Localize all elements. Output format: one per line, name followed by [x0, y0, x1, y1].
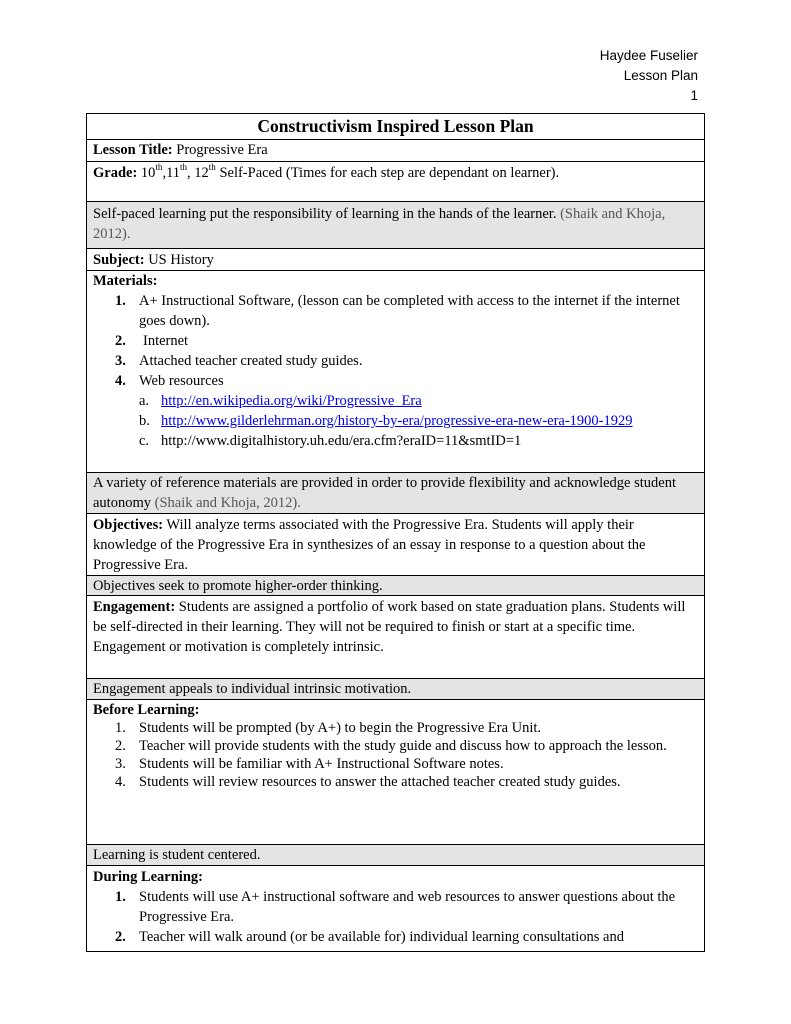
objectives-text: Will analyze terms associated with the Progressive Era. Students will apply their knowledge of the Progressive Era in synthesizes of an essay in response to a question about the Progressive Era.: [93, 517, 646, 573]
note-self-paced-text: Self-paced learning put the responsibility of learning in the hands of the learner.: [93, 206, 561, 222]
before-learning-label: Before Learning:: [93, 702, 200, 718]
resource-letter: b.: [139, 413, 150, 429]
note-objectives: [87, 576, 704, 596]
list-number: 2.: [115, 333, 126, 349]
materials-label: Materials:: [93, 273, 158, 289]
note-reference-citation: (Shaik and Khoja, 2012).: [154, 495, 301, 511]
list-number: 3.: [115, 756, 126, 772]
list-text: A+ Instructional Software, (lesson can be completed with access to the internet if the internet goes down).: [139, 293, 680, 329]
note-self-paced-citation: (Shaik and Khoja, 2012).: [93, 206, 666, 242]
list-text: Students will be familiar with A+ Instructional Software notes.: [139, 756, 504, 772]
note-reference-text: A variety of reference materials are provided in order to provide flexibility and acknowledge student autonomy: [93, 475, 677, 511]
objectives-row: [87, 514, 704, 576]
subject-materials-cell: [87, 249, 704, 473]
grade-11-suffix: th: [180, 162, 188, 173]
subject-value: US History: [148, 252, 214, 268]
list-item: [93, 737, 698, 755]
engagement-row: [87, 596, 704, 679]
lesson-title-value: Progressive Era: [176, 142, 268, 158]
before-learning-list: [93, 719, 698, 791]
resource-item: [93, 431, 698, 451]
list-text: Teacher will provide students with the study guide and discuss how to approach the lesson.: [139, 738, 667, 754]
grade-12-suffix: th: [208, 162, 216, 173]
list-number: 1.: [115, 720, 126, 736]
list-item: [93, 927, 698, 947]
gilderlehrman-link[interactable]: http://www.gilderlehrman.org/history-by-era/progressive-era-new-era-1900-1929: [161, 413, 633, 429]
document-label: Lesson Plan: [623, 68, 698, 83]
engagement-label: Engagement:: [93, 599, 176, 615]
list-number: 1.: [115, 293, 126, 309]
list-number: 4.: [115, 373, 126, 389]
lesson-plan-table: [86, 113, 705, 952]
web-resources-list: [93, 391, 698, 451]
materials-block: [87, 270, 704, 451]
subject-line: [93, 250, 698, 270]
during-learning-list: [93, 887, 698, 947]
list-item: [93, 719, 698, 737]
lesson-title-label: Lesson Title:: [93, 142, 173, 158]
list-text: Internet: [143, 333, 189, 349]
list-text: Students will be prompted (by A+) to begin the Progressive Era Unit.: [139, 720, 542, 736]
resource-letter: a.: [139, 393, 150, 409]
list-item: [93, 331, 698, 351]
list-text: Attached teacher created study guides.: [139, 353, 363, 369]
list-item: [93, 291, 698, 331]
list-item: [93, 773, 698, 791]
list-number: 1.: [115, 889, 126, 905]
during-learning-label: During Learning:: [93, 869, 203, 885]
digitalhistory-url: http://www.digitalhistory.uh.edu/era.cfm?eraID=11&smtID=1: [161, 433, 522, 449]
grade-row: [87, 162, 704, 202]
list-text: Teacher will walk around (or be available for) individual learning consultations and: [139, 929, 624, 945]
grade-label: Grade:: [93, 165, 138, 181]
list-item: [93, 351, 698, 371]
note-self-paced: [87, 202, 704, 249]
list-number: 2.: [115, 738, 126, 754]
materials-list: [93, 291, 698, 391]
resource-letter: c.: [139, 433, 150, 449]
engagement-text: Students are assigned a portfolio of work based on state graduation plans. Students will be self-directed in their learning. They will not be required to finish or start at a specific time. Engagement or motivation is completely intrinsic.: [93, 599, 686, 655]
grade-10: 10: [140, 165, 156, 181]
page-number: 1: [690, 88, 698, 103]
resource-item: [93, 411, 698, 431]
lesson-title-row: [87, 140, 704, 162]
list-number: 3.: [115, 353, 126, 369]
note-engagement-text: Engagement appeals to individual intrinsic motivation.: [93, 681, 412, 697]
list-text: Web resources: [139, 373, 224, 389]
before-learning-row: [87, 700, 704, 845]
objectives-label: Objectives:: [93, 517, 164, 533]
list-number: 2.: [115, 929, 126, 945]
plan-title: Constructivism Inspired Lesson Plan: [257, 116, 534, 136]
subject-label: Subject:: [93, 252, 145, 268]
list-item: [93, 755, 698, 773]
list-item: [93, 371, 698, 391]
list-text: Students will review resources to answer the attached teacher created study guides.: [139, 774, 621, 790]
wikipedia-link[interactable]: http://en.wikipedia.org/wiki/Progressive_Era: [161, 393, 422, 409]
grade-description: Self-Paced (Times for each step are dependant on learner).: [215, 165, 560, 181]
page-header: [600, 46, 698, 106]
note-student-centered-text: Learning is student centered.: [93, 847, 261, 863]
resource-item: [93, 391, 698, 411]
grade-11: ,11: [162, 165, 181, 181]
list-number: 4.: [115, 774, 126, 790]
note-reference-materials: [87, 473, 704, 514]
list-text: Students will use A+ instructional software and web resources to answer questions about the Progressive Era.: [139, 889, 676, 925]
note-objectives-text: Objectives seek to promote higher-order thinking.: [93, 578, 383, 594]
plan-title-row: [87, 114, 704, 140]
list-item: [93, 887, 698, 927]
note-student-centered: [87, 845, 704, 866]
during-learning-row: [87, 866, 704, 952]
grade-10-suffix: th: [155, 162, 163, 173]
note-engagement: [87, 679, 704, 700]
grade-12: , 12: [187, 165, 209, 181]
author-name: Haydee Fuselier: [599, 48, 698, 63]
